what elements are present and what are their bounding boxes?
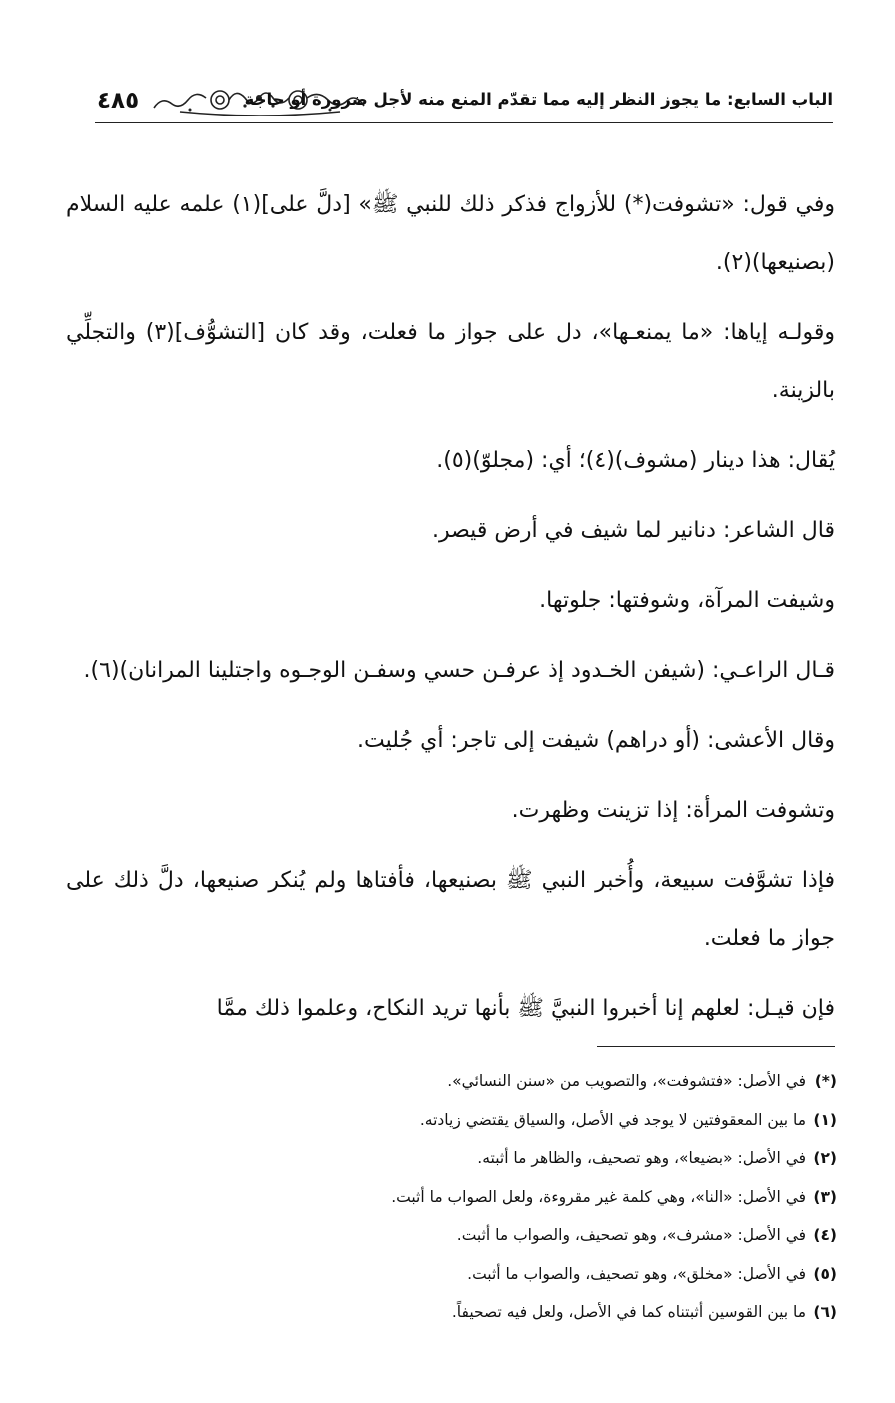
footnote: [80, 1101, 837, 1140]
footnotes: [80, 1062, 837, 1332]
paragraph: وشيفت المرآة، وشوفتها: جلوتها.: [539, 588, 835, 613]
footnote-text: ما بين المعقوفتين لا يوجد في الأصل، والسياق يقتضي زيادته.: [419, 1110, 807, 1129]
running-title: الباب السابع: ما يجوز النظر إليه مما تقدّم المنع منه لأجل ضرورة أو حاجة: [244, 90, 833, 109]
paragraph: فإن قيـل: لعلهم إنا أخبروا النبيَّ ﷺ بأنها تريد النكاح، وعلموا ذلك ممَّا: [216, 996, 835, 1021]
footnote-marker: (٣): [813, 1187, 837, 1206]
paragraph-poetry-quote: قال الشاعر: دنانير لما شيف في أرض قيصر.: [431, 518, 835, 543]
page-number: ٤٨٥: [97, 88, 140, 114]
footnote-marker: (٢): [813, 1149, 837, 1167]
paragraph: وفي قول: «تشوفت(*) للأزواج فذكر ذلك للنبي ﷺ» [دلَّ على](١) علمه عليه السلام (بصنيعها)(٢).: [66, 192, 835, 275]
footnote-text: ما بين القوسين أثبتناه كما في الأصل، ولعل فيه تصحيفاً.: [451, 1303, 807, 1321]
footnote: [80, 1293, 837, 1332]
header-rule: [95, 122, 833, 123]
footnote: [80, 1178, 837, 1217]
footnote-marker: (٥): [813, 1264, 837, 1283]
footnote-text: في الأصل: «مشرف»، وهو تصحيف، والصواب ما أثبت.: [456, 1226, 807, 1244]
footnote-marker: (*): [814, 1072, 837, 1090]
footnote: [80, 1216, 837, 1255]
footnote-separator: [597, 1046, 835, 1047]
footnote: [80, 1255, 837, 1294]
paragraph: يُقال: هذا دينار (مشوف)(٤)؛ أي: (مجلوّ)(٥).: [436, 448, 835, 473]
footnote-text: في الأصل: «النا»، وهي كلمة غير مقروءة، ولعل الصواب ما أثبت.: [391, 1187, 807, 1206]
footnote-marker: (١): [813, 1110, 837, 1129]
main-text: [66, 176, 835, 1050]
footnote-marker: (٦): [813, 1303, 837, 1321]
footnote-text: في الأصل: «مخلق»، وهو تصحيف، والصواب ما أثبت.: [467, 1264, 807, 1283]
paragraph: وقولـه إياها: «ما يمنعـها»، دل على جواز ما فعلت، وقد كان [التشوُّف](٣) والتجلِّي بالزينة.: [66, 320, 835, 403]
paragraph: قـال الراعـي: (شيفن الخـدود إذ عرفـن حسي وسفـن الوجـوه واجتلينا المرانان)(٦).: [83, 658, 835, 683]
footnote: [80, 1062, 837, 1101]
footnote: [80, 1139, 837, 1178]
paragraph: وقال الأعشى: (أو دراهم) شيفت إلى تاجر: أي جُليت.: [357, 728, 835, 753]
footnote-text: في الأصل: «بضيعا»، وهو تصحيف، والظاهر ما أثبته.: [477, 1149, 807, 1167]
paragraph: وتشوفت المرأة: إذا تزينت وظهرت.: [511, 798, 835, 823]
footnote-text: في الأصل: «فتشوفت»، والتصويب من «سنن النسائي».: [447, 1072, 807, 1090]
page-header: [95, 84, 833, 126]
footnote-marker: (٤): [813, 1226, 837, 1244]
paragraph: فإذا تشوَّفت سبيعة، وأُخبر النبي ﷺ بصنيعها، فأفتاها ولم يُنكر صنيعها، دلَّ ذلك على جواز ما فعلت.: [66, 868, 835, 951]
